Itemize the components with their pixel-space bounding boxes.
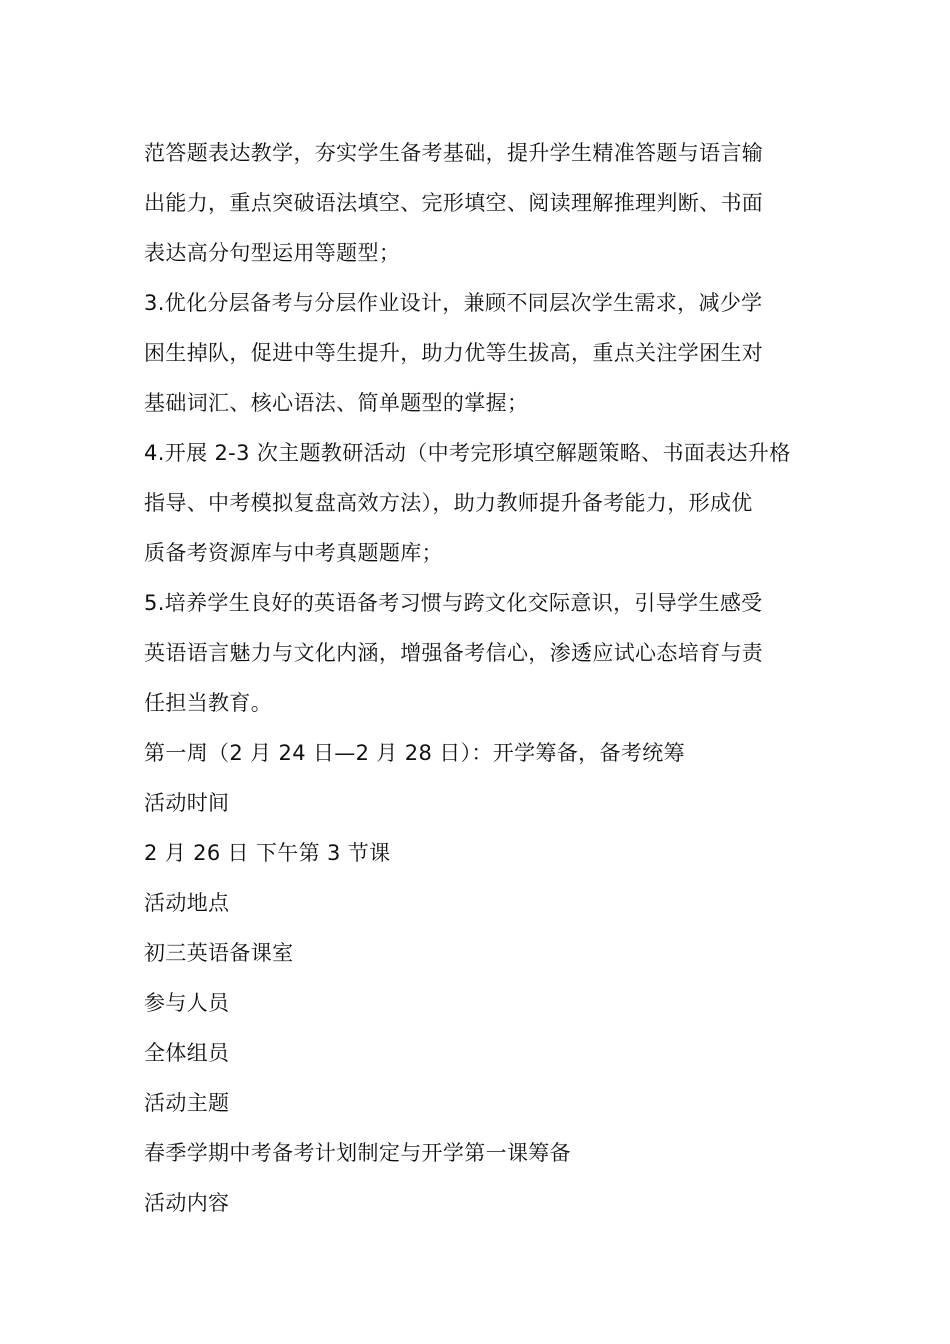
week-heading: 第一周（2 月 24 日—2 月 28 日）：开学筹备，备考统筹	[144, 741, 685, 765]
document-body	[144, 128, 814, 1228]
goal-paragraph-2	[144, 128, 814, 278]
activity-theme-label: 活动主题	[144, 1091, 230, 1115]
activity-participants-label: 参与人员	[144, 991, 230, 1015]
text-line: 出能力，重点突破语法填空、完形填空、阅读理解推理判断、书面	[144, 191, 764, 215]
text-line: 英语语言魅力与文化内涵，增强备考信心，渗透应试心态培育与责	[144, 641, 764, 665]
text-line: 5.培养学生良好的英语备考习惯与跨文化交际意识，引导学生感受	[144, 591, 763, 615]
goal-paragraph-4	[144, 428, 814, 578]
activity-participants-value: 全体组员	[144, 1041, 230, 1065]
activity-time-label: 活动时间	[144, 791, 230, 815]
text-line: 范答题表达教学，夯实学生备考基础，提升学生精准答题与语言输	[144, 141, 764, 165]
activity-location-value: 初三英语备课室	[144, 941, 294, 965]
activity-time-value: 2 月 26 日 下午第 3 节课	[144, 841, 391, 865]
text-line: 表达高分句型运用等题型；	[144, 241, 401, 265]
activity-location-label: 活动地点	[144, 891, 230, 915]
text-line: 困生掉队，促进中等生提升，助力优等生拔高，重点关注学困生对	[144, 341, 764, 365]
activity-theme-value: 春季学期中考备考计划制定与开学第一课筹备	[144, 1141, 571, 1165]
text-line: 基础词汇、核心语法、简单题型的掌握；	[144, 391, 529, 415]
text-line: 4.开展 2-3 次主题教研活动（中考完形填空解题策略、书面表达升格	[144, 441, 791, 465]
text-line: 指导、中考模拟复盘高效方法），助力教师提升备考能力，形成优	[144, 491, 753, 515]
text-line: 3.优化分层备考与分层作业设计，兼顾不同层次学生需求，减少学	[144, 291, 763, 315]
goal-paragraph-3	[144, 278, 814, 428]
text-line: 任担当教育。	[144, 691, 273, 715]
goal-paragraph-5	[144, 578, 814, 728]
text-line: 质备考资源库与中考真题题库；	[144, 541, 443, 565]
activity-content-label: 活动内容	[144, 1191, 230, 1215]
